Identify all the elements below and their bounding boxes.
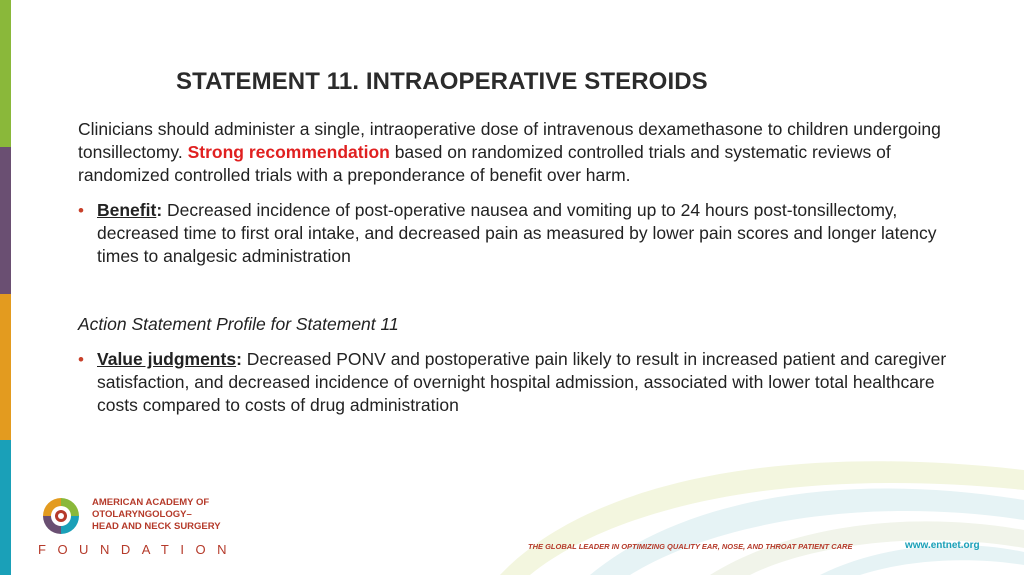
side-bar-orange (0, 294, 11, 440)
footer-tagline: THE GLOBAL LEADER IN OPTIMIZING QUALITY EAR, NOSE, AND THROAT PATIENT CARE (528, 542, 853, 551)
benefit-text: Decreased incidence of post-operative nausea and vomiting up to 24 hours post-tonsillectomy, decreased time to first oral intake, and decreased pain as measured by lower pain scores and longer latency times to analgesic administration (97, 200, 937, 266)
bullet-icon: • (78, 201, 84, 220)
organization-name (92, 497, 272, 533)
side-bar-green (0, 0, 11, 147)
profile-heading: Action Statement Profile for Statement 11 (78, 314, 399, 334)
intro-paragraph (78, 118, 978, 187)
intro-text-2: based on randomized controlled trials and systematic reviews of randomized controlled trials with a preponderance of benefit over harm. (78, 142, 891, 185)
slide-title: STATEMENT 11. INTRAOPERATIVE STEROIDS (176, 68, 708, 95)
benefit-label: Benefit (97, 200, 157, 220)
org-line-1: AMERICAN ACADEMY OF (92, 497, 210, 508)
side-bar-teal (0, 440, 11, 575)
bullet-icon: • (78, 350, 84, 369)
org-line-2: OTOLARYNGOLOGY– (92, 509, 192, 520)
foundation-wordmark: FOUNDATION (38, 542, 238, 557)
spiral-logo-icon (40, 495, 82, 537)
decorative-swoosh (460, 430, 1024, 575)
value-judgments-text: Decreased PONV and postoperative pain likely to result in increased patient and caregiver satisfaction, and decreased incidence of overnight hospital admission, associated with lower total healthcare costs compared to costs of drug administration (97, 349, 947, 415)
website-link[interactable]: www.entnet.org (905, 540, 980, 551)
value-judgments-colon: : (236, 349, 242, 369)
org-line-3: HEAD AND NECK SURGERY (92, 521, 221, 532)
slide-body (78, 118, 978, 417)
value-judgments-label: Value judgments (97, 349, 237, 369)
side-bar-purple (0, 147, 11, 294)
value-judgments-bullet (78, 348, 978, 417)
strong-recommendation: Strong recommendation (187, 142, 390, 162)
benefit-colon: : (156, 200, 163, 220)
benefit-bullet (78, 199, 978, 268)
intro-text-1: Clinicians should administer a single, intraoperative dose of intravenous dexamethasone to children undergoing tonsillectomy. (78, 119, 941, 162)
